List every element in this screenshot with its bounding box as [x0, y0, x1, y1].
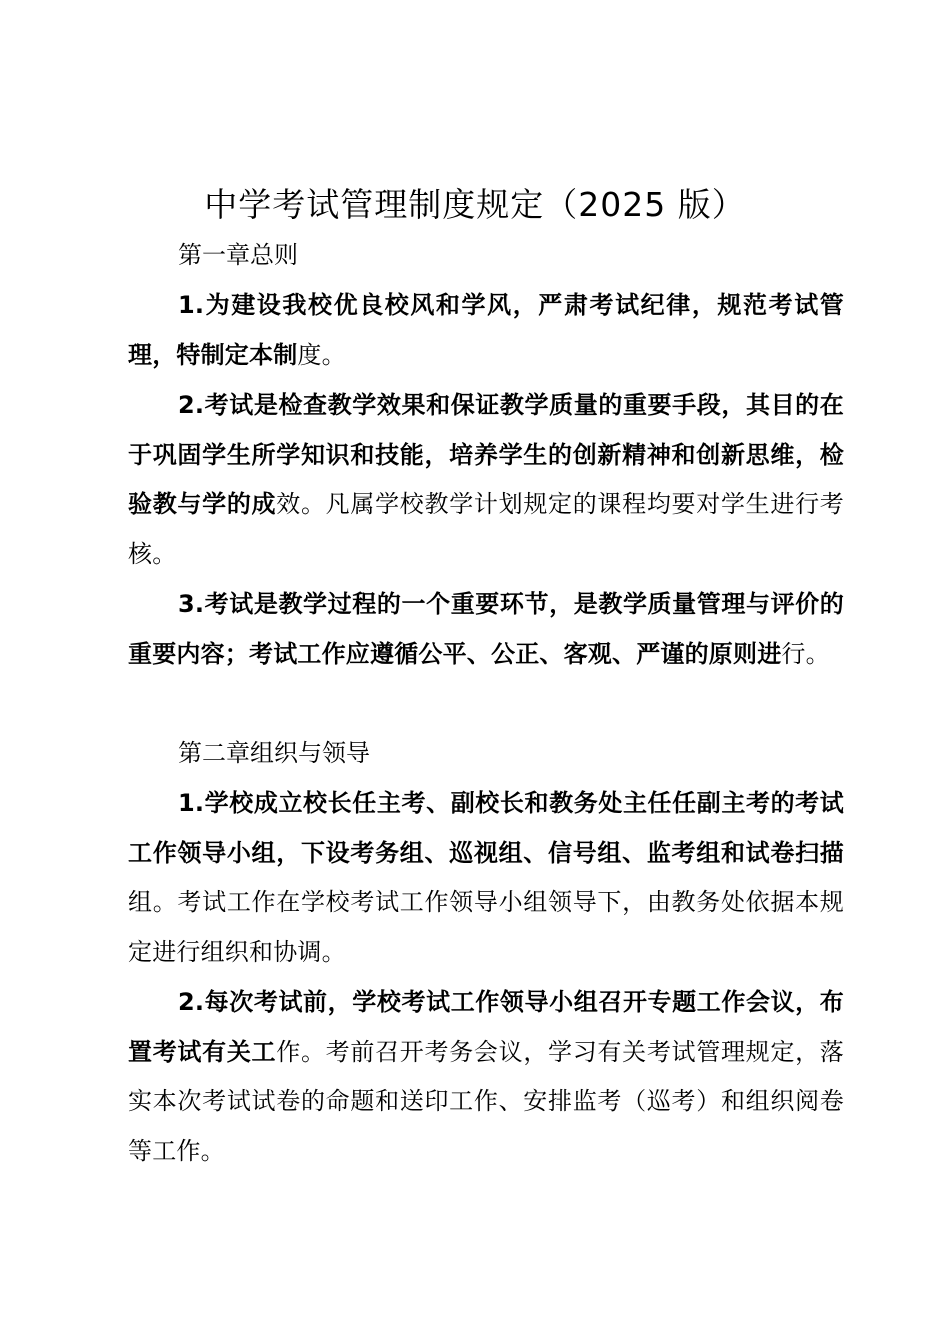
paragraph-text: 作。考前召开考务会议，学习有关考试管理规定，落实本次考试试卷的命题和送印工作、安排监考（巡考）和组织阅卷等工作。	[128, 1037, 844, 1165]
paragraph-bold-text: 3.考试是教学过程的一个重要环节，是教学质量管理与评价的重要内容；考试工作应遵循公平、公正、客观、严谨的原则进	[128, 590, 844, 668]
chapter-2-heading: 第二章组织与领导	[178, 739, 370, 767]
chapter-1-paragraph-1	[128, 281, 844, 380]
paragraph-text: 组。考试工作在学校考试工作领导小组领导下，由教务处依据本规定进行组织和协调。	[128, 888, 844, 966]
paragraph-text: 效。凡属学校教学计划规定的课程均要对学生进行考核。	[128, 490, 844, 568]
chapter-2-paragraph-1	[128, 779, 844, 977]
paragraph-bold-text: 2.每次考试前，学校考试工作领导小组召开专题工作会议，布置考试有关工	[128, 988, 844, 1066]
chapter-1-heading: 第一章总则	[178, 241, 298, 269]
paragraph-bold-text: 1.为建设我校优良校风和学风，严肃考试纪律，规范考试管理，特制定本制	[128, 291, 844, 369]
chapter-1-paragraph-3	[128, 580, 844, 679]
chapter-2-paragraph-2	[128, 978, 844, 1176]
paragraph-text: 度。	[297, 340, 346, 369]
paragraph-text: 行。	[781, 639, 830, 668]
chapter-1-paragraph-2	[128, 381, 844, 579]
document-title: 中学考试管理制度规定（2025 版）	[204, 185, 746, 224]
paragraph-bold-text: 2.考试是检查教学效果和保证教学质量的重要手段，其目的在于巩固学生所学知识和技能，培养学生的创新精神和创新思维，检验教与学的成	[128, 391, 844, 519]
paragraph-bold-text: 1.学校成立校长任主考、副校长和教务处主任任副主考的考试工作领导小组，下设考务组、巡视组、信号组、监考组和试卷扫描	[128, 789, 844, 867]
